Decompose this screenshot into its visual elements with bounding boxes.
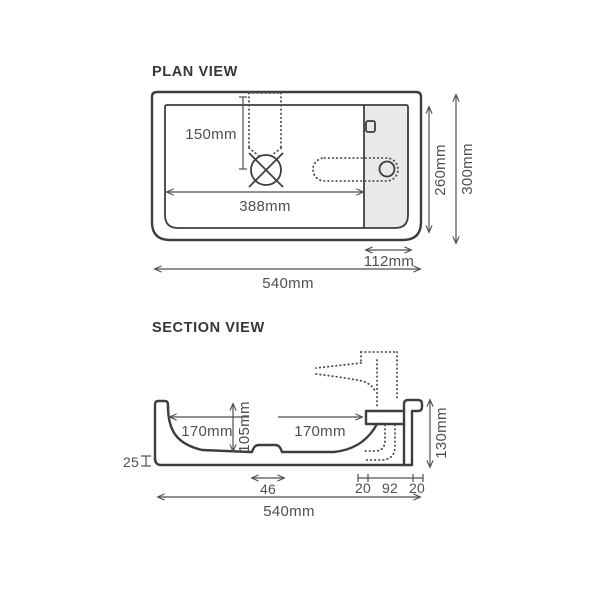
dim-plan-overall-width: [155, 269, 420, 292]
dim-overall-depth: [456, 95, 476, 243]
dim-bowl-right: [278, 417, 362, 440]
section-rear-shelf: [366, 411, 404, 424]
section-base-line: [155, 458, 412, 465]
dim-label-25: 25: [123, 454, 139, 470]
dim-inner-depth: [429, 107, 449, 232]
dim-label-260: 260mm: [432, 144, 449, 196]
tap-deck-shading: [364, 105, 408, 228]
section-left-lip: [155, 401, 168, 460]
section-view-title: SECTION VIEW: [152, 320, 265, 336]
dim-bowl-width: [167, 192, 363, 215]
dim-tap-setback: [185, 97, 247, 169]
dim-label-540-plan: 540mm: [262, 275, 314, 292]
dim-label-300: 300mm: [459, 143, 476, 195]
dim-label-130: 130mm: [433, 407, 450, 459]
dim-label-20-left: 20: [355, 480, 371, 496]
section-pipe-dotted: [364, 425, 395, 460]
dim-section-overall-width: [158, 497, 420, 520]
dim-label-112: 112mm: [363, 253, 415, 270]
dim-label-388: 388mm: [239, 198, 291, 215]
plan-view: [152, 64, 476, 292]
dim-label-170-right: 170mm: [294, 423, 346, 440]
section-wall-bracket: [404, 400, 422, 465]
plan-view-title: PLAN VIEW: [152, 64, 238, 80]
dim-label-105: 105mm: [236, 401, 253, 453]
dim-label-170-left: 170mm: [181, 423, 233, 440]
dim-waste-width: [252, 478, 284, 497]
section-tap-dotted: [316, 352, 397, 409]
dim-base-thickness: [123, 454, 151, 470]
dim-label-540-section: 540mm: [263, 503, 315, 520]
tap-body-dotted: [249, 93, 281, 156]
dim-overall-height: [430, 400, 450, 467]
dim-label-46: 46: [260, 481, 276, 497]
dim-bowl-depth: [233, 401, 253, 453]
dim-label-150: 150mm: [185, 126, 237, 143]
dim-label-20-right: 20: [409, 480, 425, 496]
section-view: [123, 320, 450, 520]
dim-channel: [355, 474, 425, 496]
dim-deck-width: [364, 250, 414, 270]
dim-label-92: 92: [382, 480, 398, 496]
